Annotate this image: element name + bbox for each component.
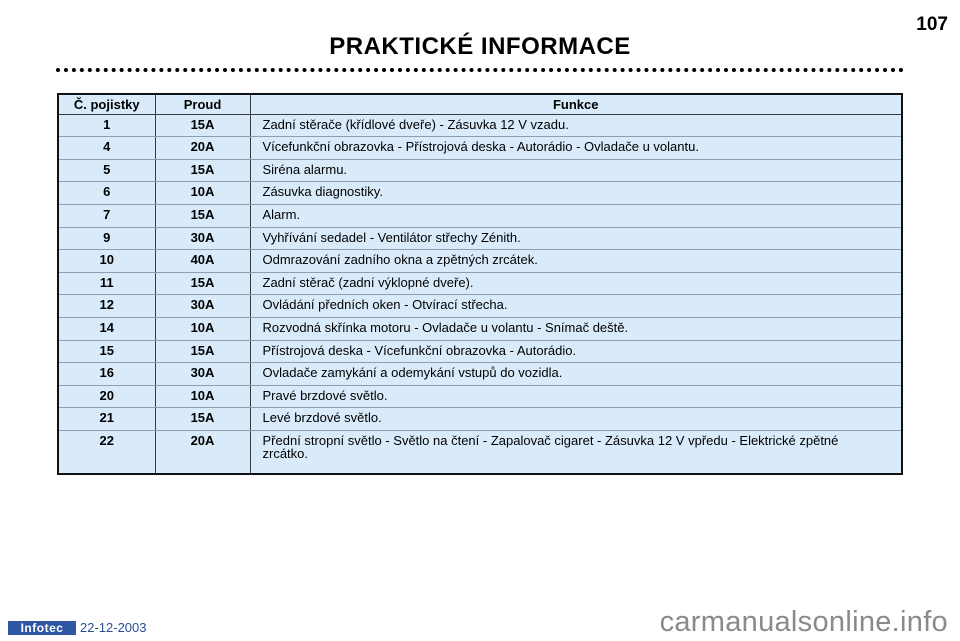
fuse-number-cell: 22	[58, 430, 155, 474]
function-cell: Siréna alarmu.	[250, 159, 902, 182]
current-cell: 40A	[155, 250, 250, 273]
current-cell: 15A	[155, 340, 250, 363]
table-row	[58, 385, 902, 408]
table-row	[58, 250, 902, 273]
fuse-table	[57, 93, 903, 475]
fuse-number-cell: 20	[58, 385, 155, 408]
table-row	[58, 363, 902, 386]
function-cell: Přístrojová deska - Vícefunkční obrazovka - Autorádio.	[250, 340, 902, 363]
function-cell: Přední stropní světlo - Světlo na čtení - Zapalovač cigaret - Zásuvka 12 V vpředu - Elektrické zpětné zrcátko.	[250, 430, 902, 474]
current-cell: 15A	[155, 159, 250, 182]
table-row	[58, 227, 902, 250]
table-row	[58, 295, 902, 318]
fuse-number-cell: 1	[58, 114, 155, 137]
infotec-logo: Infotec	[8, 621, 76, 635]
function-cell: Vícefunkční obrazovka - Přístrojová deska - Autorádio - Ovladače u volantu.	[250, 137, 902, 160]
fuse-number-cell: 4	[58, 137, 155, 160]
column-header-current: Proud	[155, 94, 250, 114]
table-row	[58, 272, 902, 295]
column-header-function: Funkce	[250, 94, 902, 114]
current-cell: 15A	[155, 272, 250, 295]
function-cell: Zadní stěrač (zadní výklopné dveře).	[250, 272, 902, 295]
table-row	[58, 159, 902, 182]
fuse-number-cell: 7	[58, 204, 155, 227]
table-row	[58, 430, 902, 474]
current-cell: 10A	[155, 317, 250, 340]
fuse-number-cell: 5	[58, 159, 155, 182]
table-row	[58, 182, 902, 205]
function-cell: Levé brzdové světlo.	[250, 408, 902, 431]
function-cell: Zadní stěrače (křídlové dveře) - Zásuvka 12 V vzadu.	[250, 114, 902, 137]
current-cell: 10A	[155, 385, 250, 408]
fuse-number-cell: 6	[58, 182, 155, 205]
table-row	[58, 408, 902, 431]
function-cell: Rozvodná skřínka motoru - Ovladače u volantu - Snímač deště.	[250, 317, 902, 340]
fuse-number-cell: 9	[58, 227, 155, 250]
fuse-number-cell: 10	[58, 250, 155, 273]
table-row	[58, 340, 902, 363]
page-title: PRAKTICKÉ INFORMACE	[329, 33, 631, 60]
table-header-row	[58, 94, 902, 114]
current-cell: 30A	[155, 363, 250, 386]
current-cell: 15A	[155, 114, 250, 137]
table-row	[58, 114, 902, 137]
current-cell: 30A	[155, 295, 250, 318]
fuse-number-cell: 21	[58, 408, 155, 431]
fuse-number-cell: 11	[58, 272, 155, 295]
table-row	[58, 317, 902, 340]
current-cell: 20A	[155, 430, 250, 474]
table-row	[58, 137, 902, 160]
fuse-number-cell: 15	[58, 340, 155, 363]
function-cell: Ovladače zamykání a odemykání vstupů do vozidla.	[250, 363, 902, 386]
footer-date: 22-12-2003	[80, 620, 147, 635]
function-cell: Pravé brzdové světlo.	[250, 385, 902, 408]
function-cell: Vyhřívání sedadel - Ventilátor střechy Zénith.	[250, 227, 902, 250]
function-cell: Alarm.	[250, 204, 902, 227]
current-cell: 20A	[155, 137, 250, 160]
function-cell: Ovládání předních oken - Otvírací střecha.	[250, 295, 902, 318]
function-cell: Zásuvka diagnostiky.	[250, 182, 902, 205]
watermark: carmanualsonline.info	[659, 606, 948, 638]
current-cell: 10A	[155, 182, 250, 205]
fuse-number-cell: 16	[58, 363, 155, 386]
current-cell: 15A	[155, 204, 250, 227]
fuse-number-cell: 14	[58, 317, 155, 340]
function-cell: Odmrazování zadního okna a zpětných zrcátek.	[250, 250, 902, 273]
current-cell: 30A	[155, 227, 250, 250]
dotted-divider	[56, 68, 904, 72]
fuse-number-cell: 12	[58, 295, 155, 318]
page-number: 107	[916, 14, 948, 35]
table-row	[58, 204, 902, 227]
column-header-fuse-number: Č. pojistky	[58, 94, 155, 114]
current-cell: 15A	[155, 408, 250, 431]
